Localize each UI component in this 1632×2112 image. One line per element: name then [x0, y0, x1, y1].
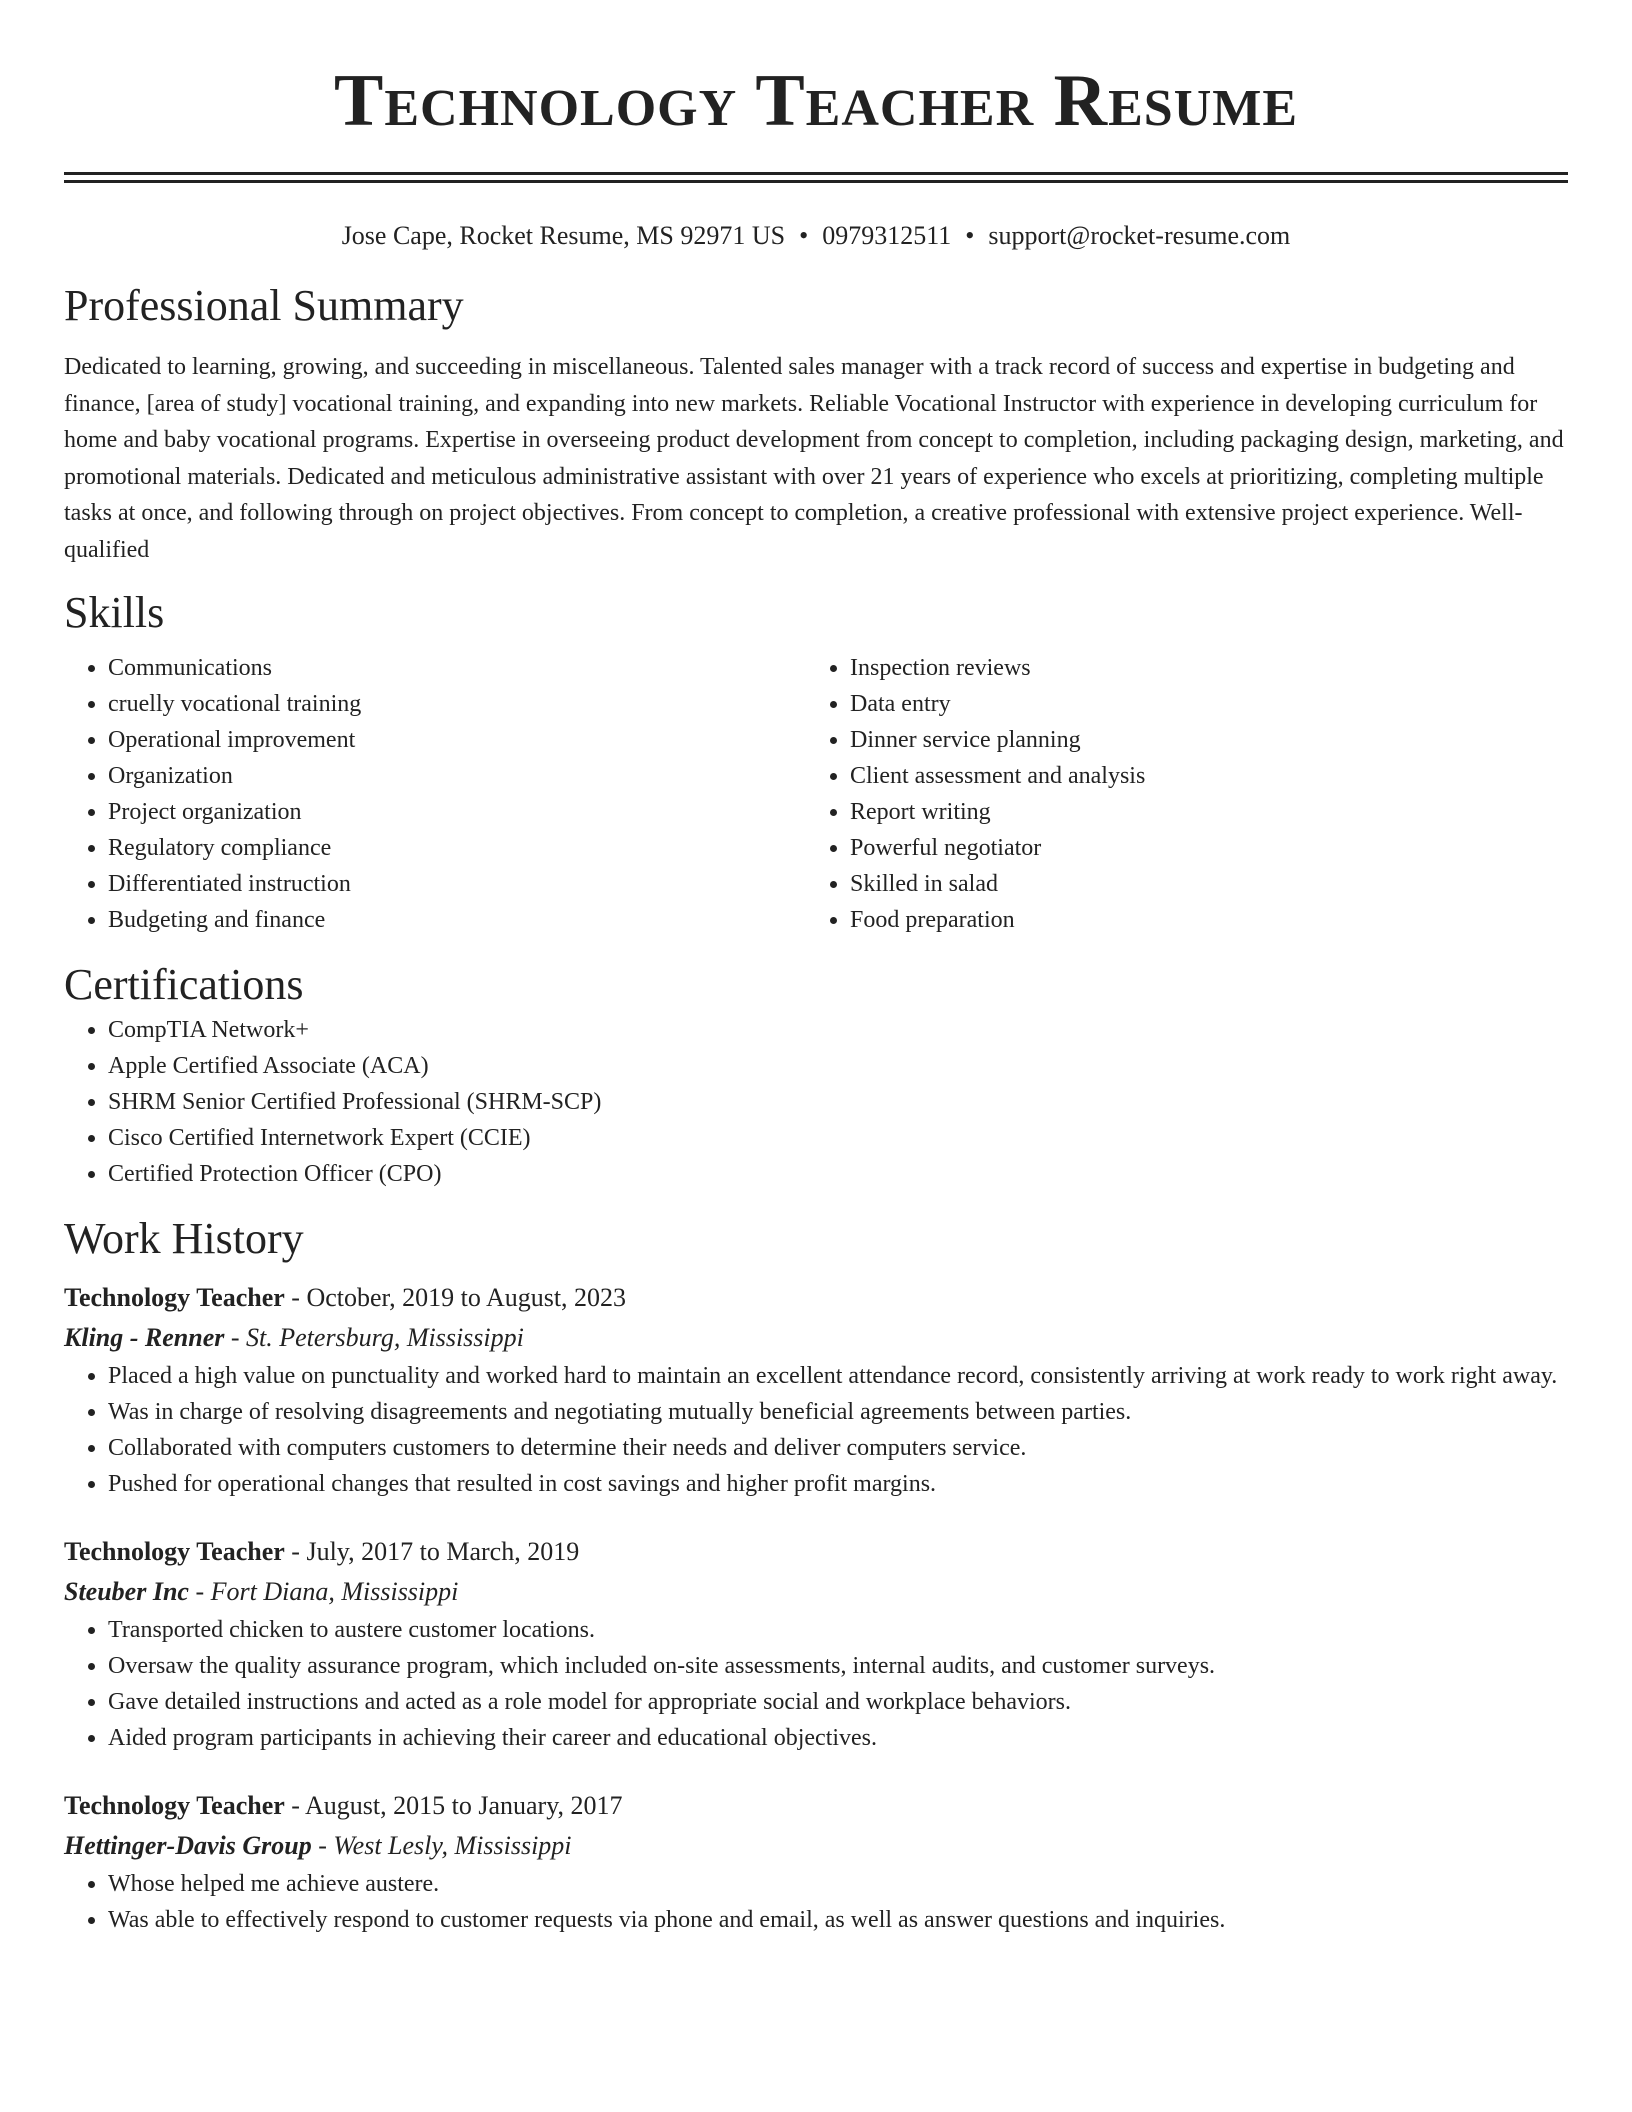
skill-item: • Project organization: [108, 794, 806, 830]
work-history-heading: Work History: [64, 1214, 304, 1263]
skill-item: • Client assessment and analysis: [850, 758, 1548, 794]
job-duty-item: • Gave detailed instructions and acted as a role model for appropriate social and workplace behaviors.: [108, 1684, 1568, 1720]
skills-grid: [64, 650, 1568, 938]
skills-heading: Skills: [64, 588, 165, 637]
certification-item: • Certified Protection Officer (CPO): [108, 1156, 1568, 1192]
certification-item: • Cisco Certified Internetwork Expert (CCIE): [108, 1120, 1568, 1156]
skill-item: • Communications: [108, 650, 806, 686]
job-entry: [64, 1532, 1568, 1756]
job-title-line: [64, 1278, 1568, 1318]
job-duty-item: • Oversaw the quality assurance program, which included on-site assessments, internal audits, and customer surveys.: [108, 1648, 1568, 1684]
summary-text: Dedicated to learning, growing, and succeeding in miscellaneous. Talented sales manager with a track record of success and expertise in budgeting and finance, [area of study] vocational training, and expanding into new markets. Reliable Vocational Instructor with experience in developing curriculum for home and baby vocational programs. Expertise in overseeing product development from concept to completion, including packaging design, marketing, and promotional materials. Dedicated and meticulous administrative assistant with over 21 years of experience who excels at prioritizing, completing multiple tasks at once, and following through on project objectives. From concept to completion, a creative professional with extensive project experience. Well-qualified: [64, 354, 1564, 563]
skill-item: • cruelly vocational training: [108, 686, 806, 722]
job-dates: - August, 2015 to January, 2017: [284, 1791, 623, 1820]
job-company-line: [64, 1318, 1568, 1358]
certifications-heading: Certifications: [64, 960, 304, 1009]
skills-column-right: [806, 650, 1548, 938]
skill-item: • Regulatory compliance: [108, 830, 806, 866]
skills-list-left: [64, 650, 806, 938]
job-company: Kling - Renner: [64, 1323, 225, 1352]
certifications-list: [64, 1012, 1568, 1192]
job-duty-item: • Collaborated with computers customers to determine their needs and deliver computers service.: [108, 1430, 1568, 1466]
job-company: Hettinger-Davis Group: [64, 1831, 312, 1860]
job-location: - Fort Diana, Mississippi: [188, 1577, 459, 1606]
skill-item: • Budgeting and finance: [108, 902, 806, 938]
contact-email: support@rocket-resume.com: [988, 221, 1291, 250]
skill-item: • Dinner service planning: [850, 722, 1548, 758]
job-duties-list: [64, 1358, 1568, 1502]
skill-item: • Operational improvement: [108, 722, 806, 758]
skill-item: • Powerful negotiator: [850, 830, 1548, 866]
job-dates: - July, 2017 to March, 2019: [284, 1537, 580, 1566]
job-duty-item: • Aided program participants in achieving their career and educational objectives.: [108, 1720, 1568, 1756]
certification-item: • Apple Certified Associate (ACA): [108, 1048, 1568, 1084]
skill-item: • Inspection reviews: [850, 650, 1548, 686]
job-duty-item: • Was in charge of resolving disagreements and negotiating mutually beneficial agreements between parties.: [108, 1394, 1568, 1430]
job-duties-list: [64, 1866, 1568, 1938]
skill-item: • Organization: [108, 758, 806, 794]
skill-item: • Skilled in salad: [850, 866, 1548, 902]
skill-item: • Differentiated instruction: [108, 866, 806, 902]
job-duty-item: • Placed a high value on punctuality and worked hard to maintain an excellent attendance record, consistently arriving at work ready to work right away.: [108, 1358, 1568, 1394]
job-duty-item: • Was able to effectively respond to customer requests via phone and email, as well as answer questions and inquiries.: [108, 1902, 1568, 1938]
contact-separator: •: [965, 221, 975, 250]
job-location: - St. Petersburg, Mississippi: [224, 1323, 524, 1352]
job-title: Technology Teacher: [64, 1283, 285, 1312]
job-dates: - October, 2019 to August, 2023: [284, 1283, 627, 1312]
skills-column-left: [64, 650, 806, 938]
summary-heading: Professional Summary: [64, 281, 464, 330]
skills-list-right: [806, 650, 1548, 938]
contact-phone: 0979312511: [822, 221, 952, 250]
skill-item: • Food preparation: [850, 902, 1548, 938]
job-location: - West Lesly, Mississippi: [311, 1831, 572, 1860]
contact-address: Jose Cape, Rocket Resume, MS 92971 US: [341, 221, 786, 250]
job-title-line: [64, 1532, 1568, 1572]
job-duty-item: • Whose helped me achieve austere.: [108, 1866, 1568, 1902]
job-entry: [64, 1786, 1568, 1938]
job-company-line: [64, 1572, 1568, 1612]
job-entry: [64, 1278, 1568, 1502]
job-duties-list: [64, 1612, 1568, 1756]
job-title-line: [64, 1786, 1568, 1826]
job-duty-item: • Transported chicken to austere customer locations.: [108, 1612, 1568, 1648]
contact-line: [64, 219, 1568, 253]
resume-title: Technology Teacher Resume: [333, 60, 1299, 142]
job-company: Steuber Inc: [64, 1577, 189, 1606]
job-company-line: [64, 1826, 1568, 1866]
skill-item: • Report writing: [850, 794, 1548, 830]
title-divider: [64, 172, 1568, 183]
job-duty-item: • Pushed for operational changes that resulted in cost savings and higher profit margins.: [108, 1466, 1568, 1502]
job-title: Technology Teacher: [64, 1537, 285, 1566]
job-title: Technology Teacher: [64, 1791, 285, 1820]
skill-item: • Data entry: [850, 686, 1548, 722]
certification-item: • CompTIA Network+: [108, 1012, 1568, 1048]
certification-item: • SHRM Senior Certified Professional (SHRM-SCP): [108, 1084, 1568, 1120]
contact-separator: •: [799, 221, 809, 250]
